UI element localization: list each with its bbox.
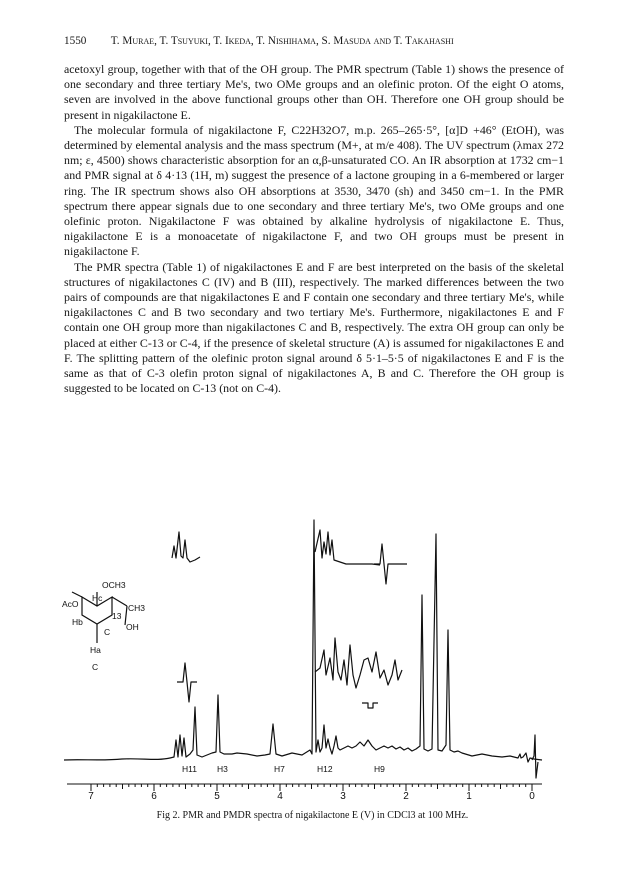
axis-tick-label: 7 bbox=[88, 791, 94, 800]
page-number: 1550 bbox=[64, 35, 87, 47]
ppm-axis-labels bbox=[88, 791, 535, 800]
proton-label: H7 bbox=[274, 764, 285, 774]
nmr-spectrum-figure bbox=[62, 510, 562, 800]
structure-label: C bbox=[104, 627, 111, 637]
running-header bbox=[64, 35, 454, 47]
structure-label: 13 bbox=[112, 611, 122, 621]
reference-signal bbox=[532, 735, 538, 778]
proton-assignments bbox=[182, 764, 385, 774]
inset-multiplet-trace bbox=[172, 532, 200, 562]
inset-decoupled-trace bbox=[315, 530, 380, 565]
article-body bbox=[64, 62, 564, 396]
paragraph-1: acetoxyl group, together with that of the OH group. The PMR spectrum (Table 1) shows the presence of one secondary and three tertiary Me's, two OMe groups and an olefinic proton. Of the eight O atoms, seven are involved in the above functional groups other than OH. Therefore one OH group should be present in nigakilactone E. bbox=[64, 62, 564, 122]
figure-caption: Fig 2. PMR and PMDR spectra of nigakilactone E (V) in CDCl3 at 100 MHz. bbox=[156, 810, 469, 821]
structure-label: AcO bbox=[62, 599, 79, 609]
proton-label: H11 bbox=[182, 764, 197, 774]
expanded-trace-upper bbox=[315, 638, 402, 688]
axis-tick-label: 6 bbox=[151, 791, 157, 800]
proton-label: H9 bbox=[374, 764, 385, 774]
axis-tick-label: 5 bbox=[214, 791, 220, 800]
irradiation-artifact-upper bbox=[374, 544, 407, 584]
author-list: T. Murae, T. Tsuyuki, T. Ikeda, T. Nishihama, S. Masuda and T. Takahashi bbox=[110, 35, 454, 47]
paragraph-2: The molecular formula of nigakilactone F, C22H32O7, m.p. 265–265·5°, [α]D +46° (EtOH), was determined by elemental analysis and the mass spectrum (M+, at m/e 408). The UV spectrum (λmax 272 nm; ε, 4500) shows characteristic absorption for an α,β-unsaturated CO. An IR absorption at 1732 cm−1 and PMR signal at δ 4·13 (1H, m) suggest the presence of a lactone grouping in a 6-membered or larger ring. The IR spectrum shows also OH absorptions at 3530, 3470 (sh) and 3450 cm−1. In the PMR spectrum there appear signals due to one secondary and three tertiary Me's, two OMe groups and one olefinic proton. Nigakilactone F was obtained by alkaline hydrolysis of nigakilactone E. Thus, nigakilactone E is a monoacetate of nigakilactone F, and two OH groups must be present in nigakilactone F. bbox=[64, 122, 564, 259]
axis-tick-label: 0 bbox=[529, 791, 535, 800]
structure-label: OCH3 bbox=[102, 580, 126, 590]
paragraph-3: The PMR spectra (Table 1) of nigakilactones E and F are best interpreted on the basis of the skeletal structures of nigakilactones C (IV) and B (III), respectively. The marked differences between the two pairs of compounds are that nigakilactones E and F contain one secondary and three tertiary Me's, while nigakilactones C and B two secondary and two tertiary Me's. Furthermore, nigakilactones E and F contain one OH group more than nigakilactones C and B, respectively. The extra OH group can only be placed at either C-13 or C-4, if the presence of skeletal structure (A) is assumed for nigakilactones E and F. The splitting pattern of the olefinic proton signal around δ 5·1–5·5 of nigakilactones E and F is the same as that of C-3 olefin proton signal of nigakilactones A, B and C. Therefore the OH group is suggested to be located on C-13 (not on C-4). bbox=[64, 259, 564, 396]
structure-label: C bbox=[92, 662, 99, 672]
expanded-trace-box bbox=[362, 703, 378, 708]
structure-label: CH3 bbox=[128, 603, 146, 613]
ppm-axis bbox=[67, 784, 542, 791]
proton-label: H3 bbox=[217, 764, 228, 774]
structure-label: Ha bbox=[90, 645, 101, 655]
structure-label: OH bbox=[126, 622, 139, 632]
axis-tick-label: 3 bbox=[340, 791, 346, 800]
irradiation-artifact-lower bbox=[177, 663, 197, 702]
structure-label: Hc bbox=[92, 593, 103, 603]
axis-tick-label: 1 bbox=[466, 791, 472, 800]
axis-tick-label: 2 bbox=[403, 791, 409, 800]
axis-tick-label: 4 bbox=[277, 791, 283, 800]
spectrum-trace bbox=[64, 520, 542, 762]
structure-label: Hb bbox=[72, 617, 83, 627]
proton-label: H12 bbox=[317, 764, 333, 774]
